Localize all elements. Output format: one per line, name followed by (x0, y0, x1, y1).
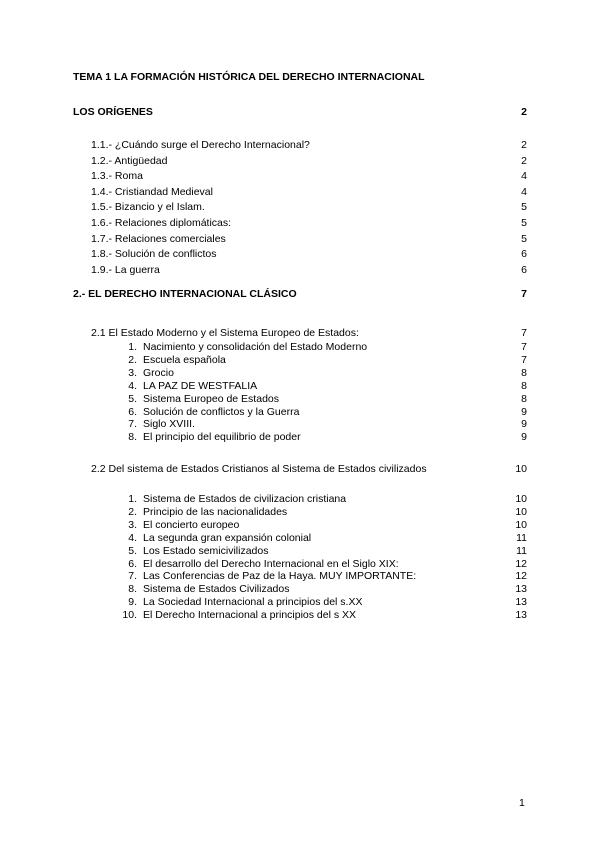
entry-label: Sistema de Estados de civilizacion cristiana (143, 493, 347, 505)
numbered-entry (119, 367, 174, 380)
entry-label: Sistema Europeo de Estados (143, 393, 279, 405)
entry-label: El Derecho Internacional a principios del s XX (143, 609, 357, 621)
toc-entry-label: 1.8.- Solución de conflictos (91, 248, 217, 260)
entry-number: 10. (122, 609, 137, 621)
toc-entry-page: 4 (521, 170, 527, 182)
entry-label: La Sociedad Internacional a principios del s.XX (143, 596, 363, 608)
entry-page: 12 (515, 570, 527, 582)
entry-page: 12 (515, 558, 527, 570)
entry-number: 4. (128, 532, 137, 544)
entry-number: 4. (128, 380, 137, 392)
entry-page: 9 (521, 406, 527, 418)
numbered-entry (119, 341, 367, 354)
entry-label: Las Conferencias de Paz de la Haya. MUY IMPORTANTE: (143, 570, 417, 582)
section-page-origins: 2 (521, 106, 527, 118)
toc-entry-label: 1.6.- Relaciones diplomáticas: (91, 217, 232, 229)
entry-number: 2. (128, 506, 137, 518)
entry-label: Siglo XVIII. (143, 418, 195, 430)
entry-page: 7 (521, 341, 527, 353)
entry-label: Grocio (143, 367, 174, 379)
entry-page: 9 (521, 418, 527, 430)
footer-page-number: 1 (519, 797, 525, 809)
entry-number: 1. (128, 341, 137, 353)
numbered-entry (119, 519, 239, 532)
toc-entry-page: 2 (521, 155, 527, 167)
entry-number: 3. (128, 367, 137, 379)
entry-page: 11 (516, 532, 527, 544)
entry-page: 8 (521, 367, 527, 379)
entry-page: 13 (515, 609, 527, 621)
toc-entry-page: 5 (521, 217, 527, 229)
numbered-entry (119, 380, 257, 393)
entry-number: 1. (128, 493, 137, 505)
subsection-page-2-1: 7 (521, 327, 527, 339)
subsection-page-2-2: 10 (515, 463, 527, 475)
numbered-entry (119, 609, 356, 622)
numbered-entry (119, 506, 287, 519)
document-title: TEMA 1 LA FORMACIÓN HISTÓRICA DEL DERECHO INTERNACIONAL (73, 71, 425, 83)
toc-entry-page: 6 (521, 248, 527, 260)
toc-entry-label: 1.4.- Cristiandad Medieval (91, 186, 213, 198)
entry-label: El principio del equilibrio de poder (143, 431, 301, 443)
entry-number: 5. (128, 545, 137, 557)
entry-page: 10 (515, 506, 527, 518)
section-title-origins: LOS ORÍGENES (73, 106, 153, 118)
toc-entry-label: 1.5.- Bizancio y el Islam. (91, 201, 205, 213)
numbered-entry (119, 431, 301, 444)
entry-number: 6. (128, 558, 137, 570)
toc-entry-page: 4 (521, 186, 527, 198)
entry-page: 11 (516, 545, 527, 557)
numbered-entry (119, 354, 226, 367)
toc-entry-label: 1.3.- Roma (91, 170, 143, 182)
entry-number: 8. (128, 583, 137, 595)
entry-page: 7 (521, 354, 527, 366)
entry-number: 5. (128, 393, 137, 405)
entry-page: 13 (515, 596, 527, 608)
entry-page: 10 (515, 519, 527, 531)
section-page-classic: 7 (521, 288, 527, 300)
numbered-entry (119, 596, 362, 609)
numbered-entry (119, 418, 195, 431)
entry-number: 3. (128, 519, 137, 531)
entry-page: 8 (521, 393, 527, 405)
toc-entry-label: 1.9.- La guerra (91, 264, 160, 276)
toc-entry-label: 1.7.- Relaciones comerciales (91, 233, 226, 245)
entry-number: 7. (128, 418, 137, 430)
entry-number: 9. (128, 596, 137, 608)
entry-label: Solución de conflictos y la Guerra (143, 406, 300, 418)
entry-label: Escuela española (143, 354, 226, 366)
entry-number: 6. (128, 406, 137, 418)
entry-label: Nacimiento y consolidación del Estado Moderno (143, 341, 368, 353)
subsection-title-2-2: 2.2 Del sistema de Estados Cristianos al Sistema de Estados civilizados (91, 463, 427, 475)
numbered-entry (119, 393, 279, 406)
subsection-title-2-1: 2.1 El Estado Moderno y el Sistema Europeo de Estados: (91, 327, 359, 339)
toc-entry-page: 5 (521, 233, 527, 245)
numbered-entry (119, 493, 346, 506)
entry-number: 8. (128, 431, 137, 443)
entry-page: 13 (515, 583, 527, 595)
entry-label: Principio de las nacionalidades (143, 506, 288, 518)
numbered-entry (119, 570, 416, 583)
section-title-classic: 2.- EL DERECHO INTERNACIONAL CLÁSICO (73, 288, 297, 300)
numbered-entry (119, 532, 311, 545)
entry-number: 7. (128, 570, 137, 582)
entry-label: Sistema de Estados Civilizados (143, 583, 290, 595)
toc-entry-page: 2 (521, 139, 527, 151)
entry-label: El concierto europeo (143, 519, 240, 531)
toc-entry-label: 1.2.- Antigüedad (91, 155, 168, 167)
entry-label: LA PAZ DE WESTFALIA (143, 380, 258, 392)
numbered-entry (119, 583, 289, 596)
entry-page: 9 (521, 431, 527, 443)
entry-page: 10 (515, 493, 527, 505)
entry-label: Los Estado semicivilizados (143, 545, 269, 557)
numbered-entry (119, 545, 268, 558)
entry-label: La segunda gran expansión colonial (143, 532, 312, 544)
toc-entry-page: 6 (521, 264, 527, 276)
entry-label: El desarrollo del Derecho Internacional en el Siglo XIX: (143, 558, 399, 570)
toc-entry-page: 5 (521, 201, 527, 213)
entry-number: 2. (128, 354, 137, 366)
toc-entry-label: 1.1.- ¿Cuándo surge el Derecho Internacional? (91, 139, 310, 151)
entry-page: 8 (521, 380, 527, 392)
